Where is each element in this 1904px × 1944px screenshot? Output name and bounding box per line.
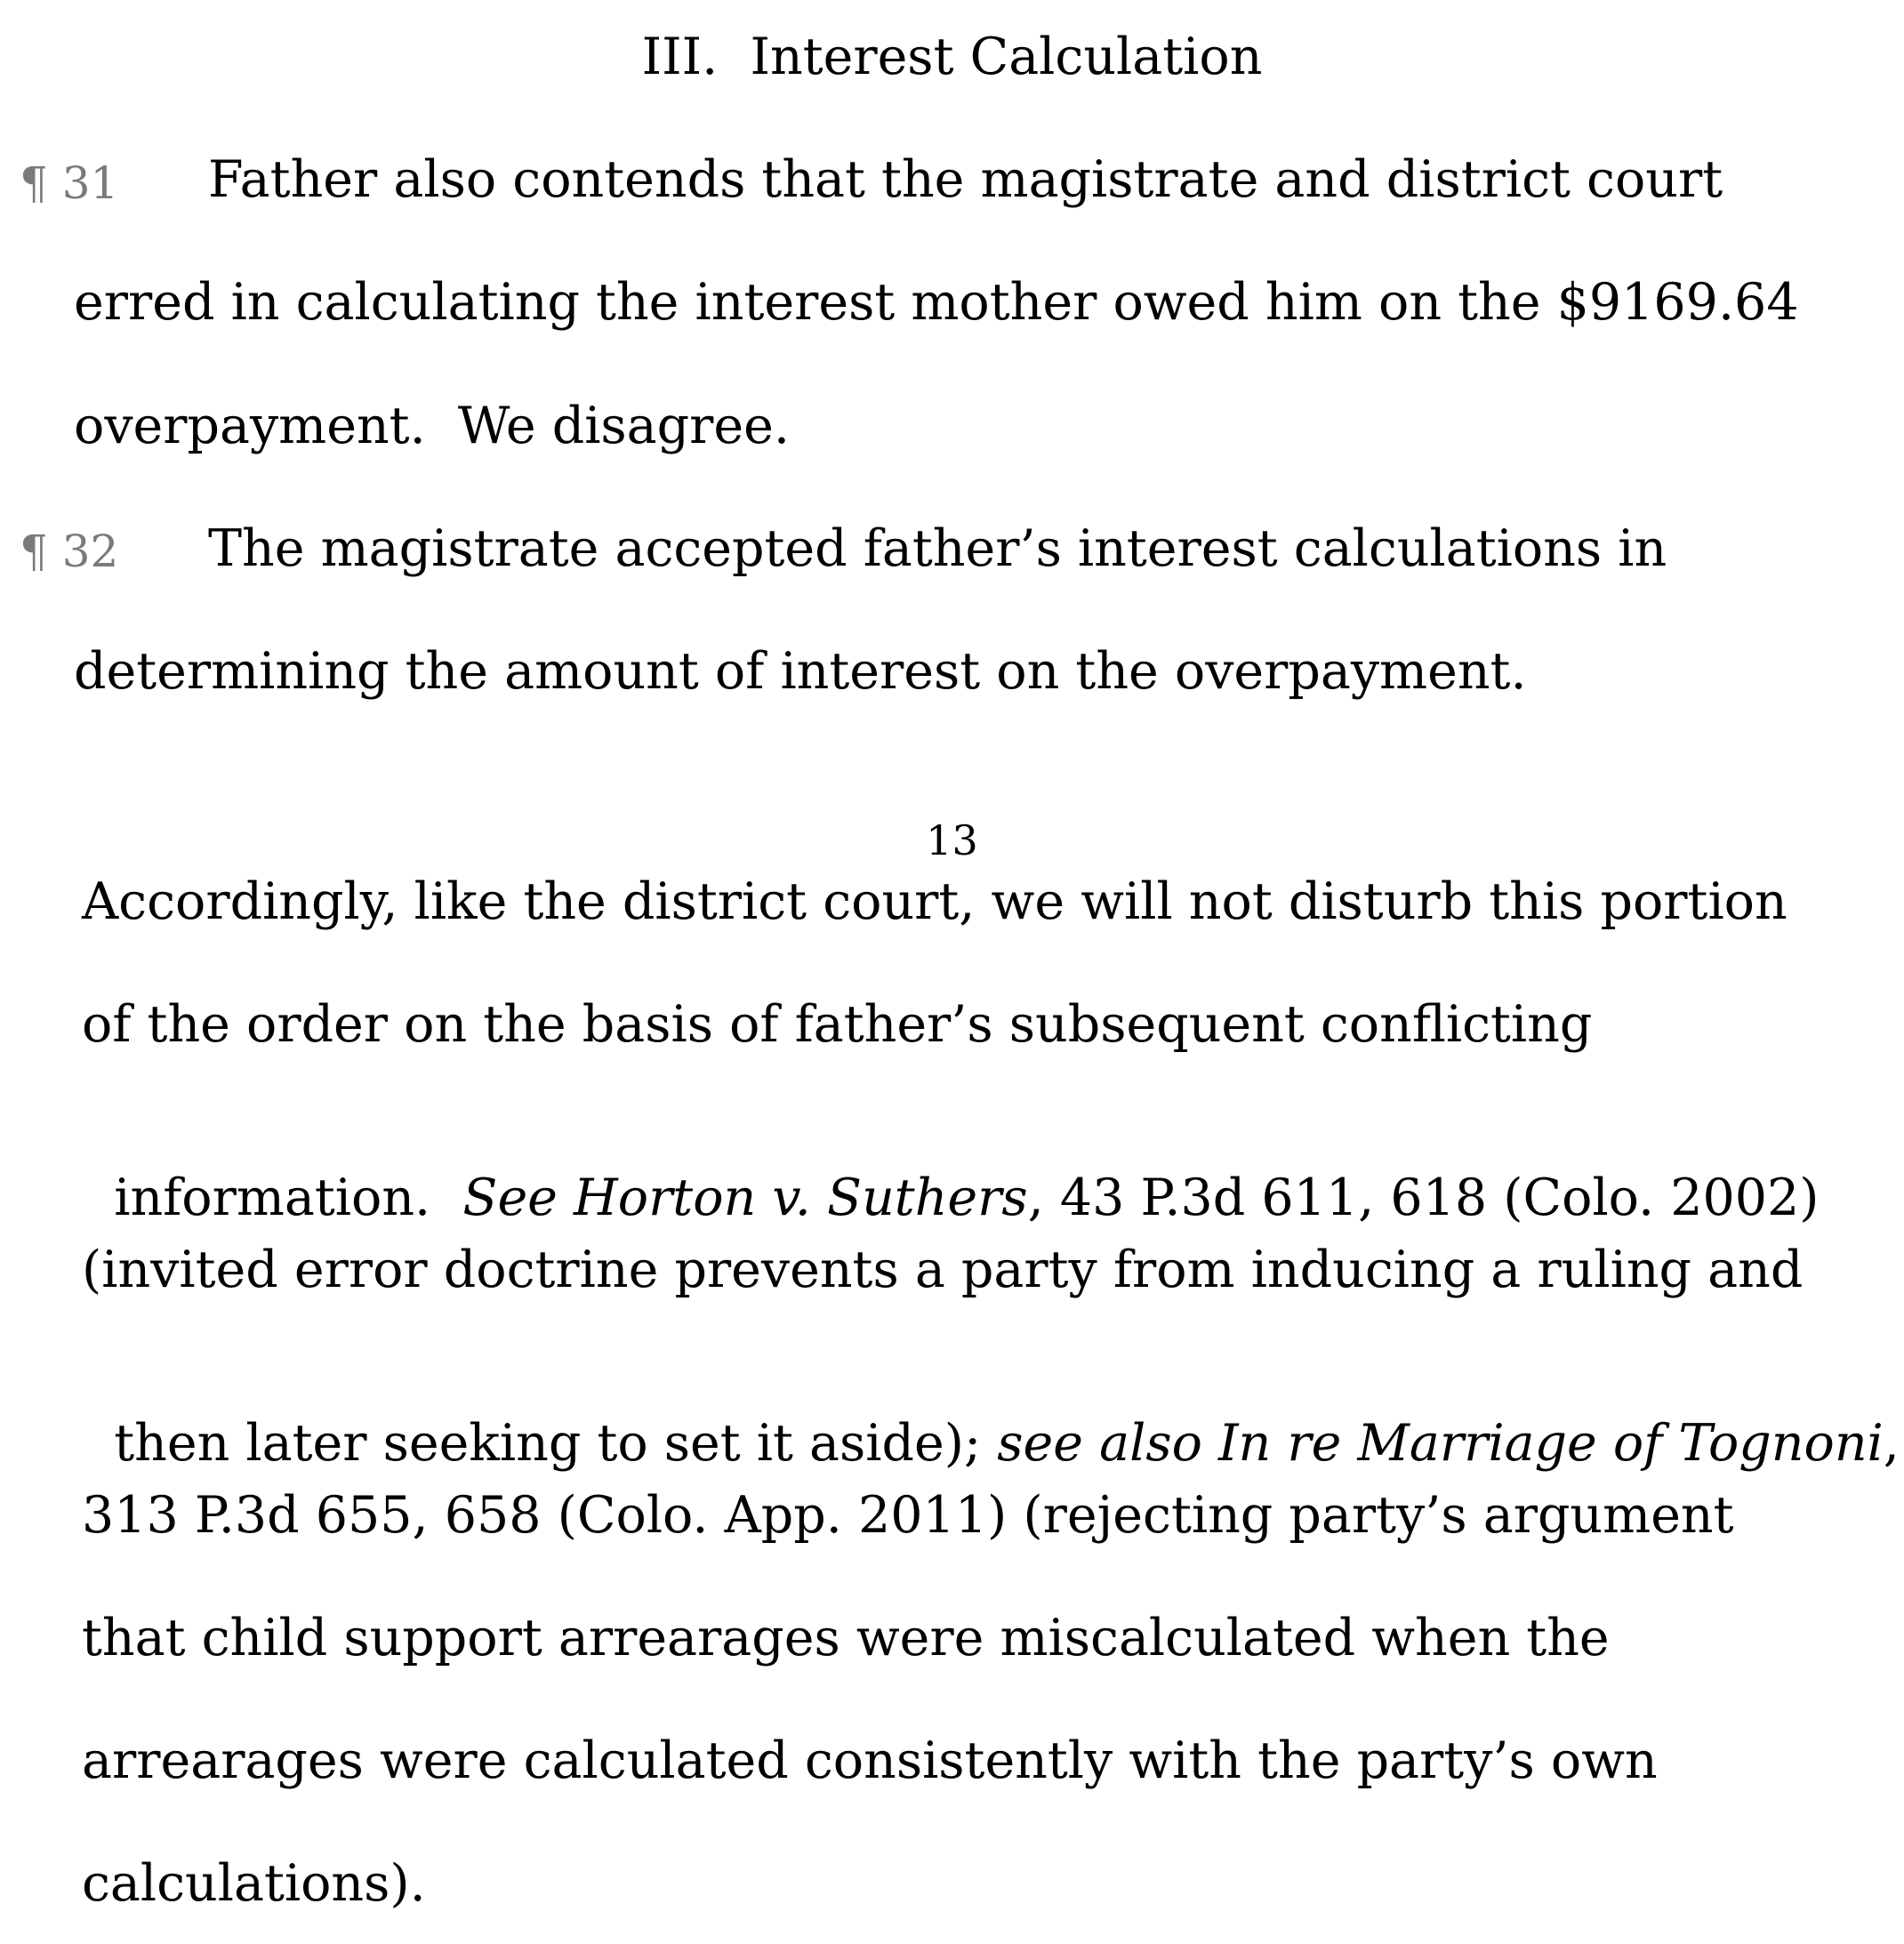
- text-line: (invited error doctrine prevents a party from inducing a ruling and: [82, 1241, 1804, 1299]
- citation-text: , 43 P.3d 611, 618 (Colo. 2002): [1027, 1169, 1820, 1227]
- paragraph-number: ¶ 31: [20, 157, 119, 209]
- citation-text: ,: [1883, 1414, 1900, 1473]
- text-line: Father also contends that the magistrate and district court: [208, 150, 1723, 209]
- text-line: 313 P.3d 655, 658 (Colo. App. 2011) (rejecting party’s argument: [82, 1486, 1734, 1545]
- section-heading: III. Interest Calculation: [641, 28, 1263, 86]
- page-number: 13: [926, 816, 978, 864]
- text-line: determining the amount of interest on the overpayment.: [74, 642, 1527, 701]
- text-line: [82, 1368, 1900, 1473]
- text-line: [82, 1122, 1820, 1227]
- text-line: The magistrate accepted father’s interest calculations in: [208, 519, 1667, 578]
- body-text: information.: [114, 1169, 463, 1227]
- text-line: calculations).: [82, 1854, 426, 1913]
- text-line: erred in calculating the interest mother owed him on the $9169.64: [74, 273, 1799, 332]
- text-line: that child support arrearages were miscalculated when the: [82, 1609, 1610, 1667]
- paragraph-number: ¶ 32: [20, 526, 119, 577]
- text-line: of the order on the basis of father’s subsequent conflicting: [82, 995, 1593, 1054]
- text-line: Accordingly, like the district court, we will not disturb this portion: [82, 872, 1788, 931]
- text-line: overpayment. We disagree.: [74, 397, 790, 455]
- case-citation: see also In re Marriage of Tognoni: [997, 1414, 1884, 1473]
- text-line: arrearages were calculated consistently with the party’s own: [82, 1731, 1658, 1790]
- body-text: then later seeking to set it aside);: [114, 1414, 998, 1473]
- case-citation: See Horton v. Suthers: [462, 1169, 1028, 1227]
